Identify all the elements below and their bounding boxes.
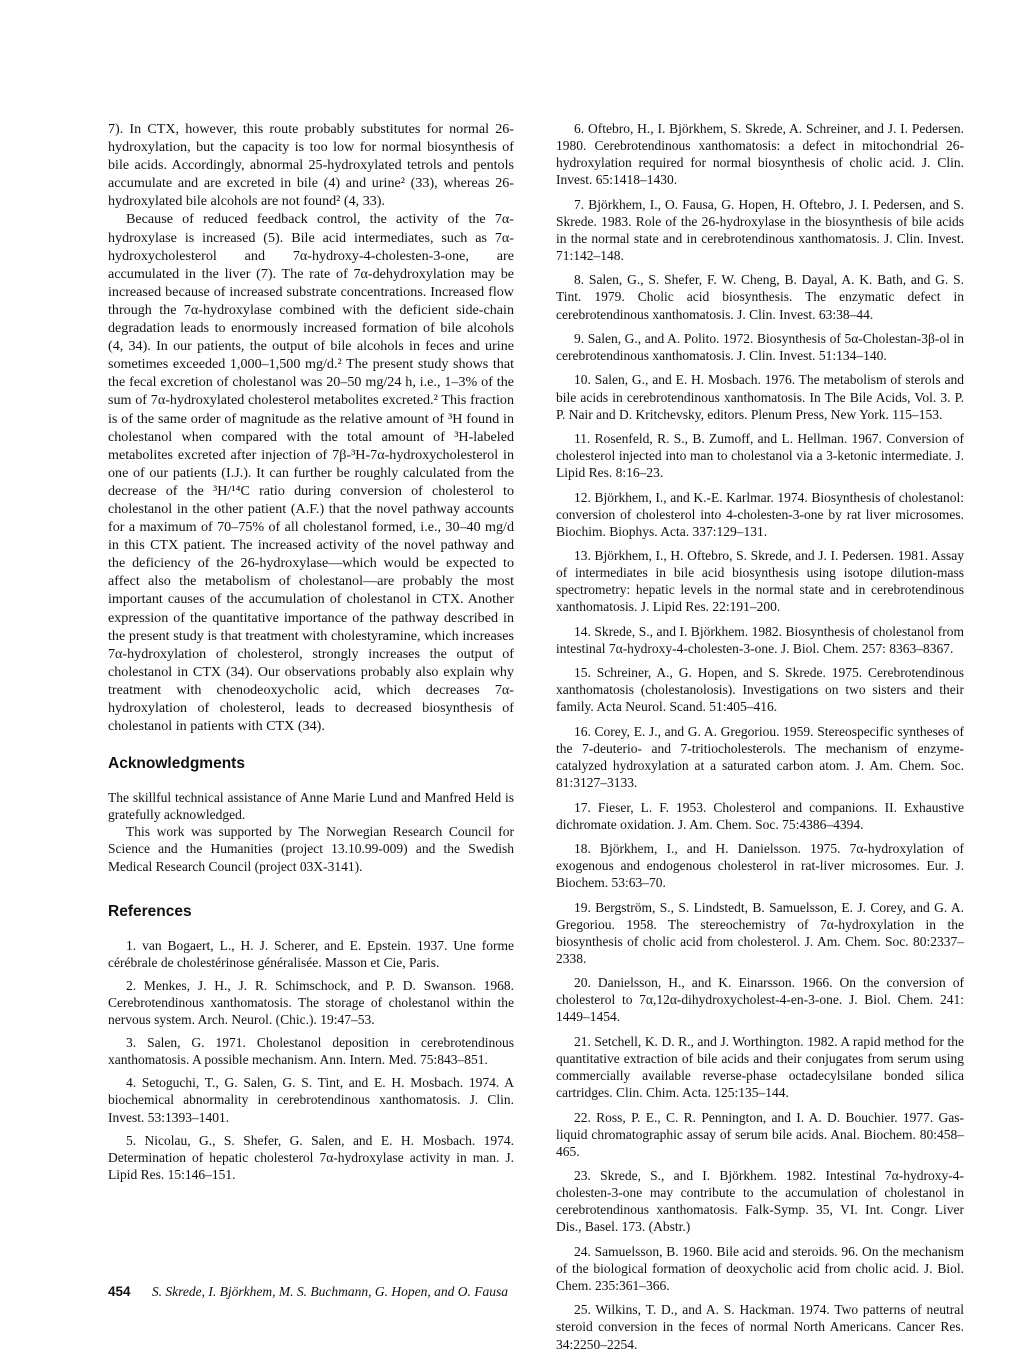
references-heading: References (108, 902, 192, 920)
reference-item: 21. Setchell, K. D. R., and J. Worthington. 1982. A rapid method for the quantitative extraction of bile acids and their conjugates from serum using commercially available reverse-phase octadecylsilane bonded silica cartridges. Clin. Chim. Acta. 125:135–144. (556, 1033, 964, 1101)
reference-item: 1. van Bogaert, L., H. J. Scherer, and E. Epstein. 1937. Une forme cérébrale de cholestérinose généralisée. Masson et Cie, Paris. (108, 937, 514, 970)
reference-item: 5. Nicolau, G., S. Shefer, G. Salen, and E. H. Mosbach. 1974. Determination of hepatic cholesterol 7α-hydroxylase activity in man. J. Lipid Res. 15:146–151. (108, 1132, 514, 1182)
reference-item: 14. Skrede, S., and I. Björkhem. 1982. Biosynthesis of cholestanol from intestinal 7α-hydroxy-4-cholesten-3-one. J. Biol. Chem. 257: 8363–8367. (556, 623, 964, 656)
running-authors: S. Skrede, I. Björkhem, M. S. Buchmann, G. Hopen, and O. Fausa (151, 1284, 508, 1299)
body-paragraph: 7). In CTX, however, this route probably substitutes for normal 26-hydroxylation, but the capacity is too low for normal biosynthesis of bile acids. Accordingly, abnormal 25-hydroxylated tetrols and pentols accumulate and are excreted in bile (4) and urine² (33), whereas 26-hydroxylated bile alcohols are not found² (4, 33). (108, 121, 514, 210)
reference-item: 19. Bergström, S., S. Lindstedt, B. Samuelsson, E. J. Corey, and G. A. Gregoriou. 1958. The stereochemistry of 7α-hydroxylation in the biosynthesis of cholic acid from cholesterol. J. Am. Chem. Soc. 80:2337–2338. (556, 899, 964, 966)
reference-item: 25. Wilkins, T. D., and A. S. Hackman. 1974. Two patterns of neutral steroid conversion in the feces of normal North Americans. Cancer Res. 34:2250–2254. (556, 1302, 964, 1352)
reference-item: 17. Fieser, L. F. 1953. Cholesterol and companions. II. Exhaustive dichromate oxidation. J. Am. Chem. Soc. 75:4386–4394. (556, 799, 964, 832)
reference-item: 12. Björkhem, I., and K.-E. Karlmar. 1974. Biosynthesis of cholestanol: conversion of cholesterol into 4-cholesten-3-one by rat liver microsomes. Biochim. Biophys. Acta. 337:129–131. (556, 489, 964, 539)
reference-item: 13. Björkhem, I., H. Oftebro, S. Skrede, and J. I. Pedersen. 1981. Assay of intermediates in bile acid biosynthesis using isotope dilution-mass spectrometry: hepatic levels in the normal state and in cerebrotendinous xanthomatosis. J. Lipid Res. 22:191–200. (556, 548, 964, 615)
reference-item: 3. Salen, G. 1971. Cholestanol deposition in cerebrotendinous xanthomatosis. A possible mechanism. Ann. Intern. Med. 75:843–851. (108, 1035, 514, 1068)
reference-item: 16. Corey, E. J., and G. A. Gregoriou. 1959. Stereospecific syntheses of the 7-deuterio- and 7-tritiocholesterols. The mechanism of enzyme-catalyzed hydroxylation at a saturated carbon atom. J. Am. Chem. Soc. 81:3127–3133. (556, 723, 964, 791)
page-number: 454 (108, 1284, 131, 1299)
reference-item: 15. Schreiner, A., G. Hopen, and S. Skrede. 1975. Cerebrotendinous xanthomatosis (cholestanolosis). Investigations on two sisters and their family. Acta Neurol. Scand. 51:405–416. (556, 665, 964, 715)
acknowledgments-heading: Acknowledgments (108, 755, 245, 773)
reference-item: 18. Björkhem, I., and H. Danielsson. 1975. 7α-hydroxylation of exogenous and endogenous cholesterol in rat-liver microsomes. Eur. J. Biochem. 53:63–70. (556, 841, 964, 891)
reference-item: 7. Björkhem, I., O. Fausa, G. Hopen, H. Oftebro, J. I. Pedersen, and S. Skrede. 1983. Role of the 26-hydroxylase in the biosynthesis of bile acids in the normal state and in cerebrotendinous xanthomatosis. J. Clin. Invest. 71:142–148. (556, 196, 964, 263)
acknowledgments-paragraph: This work was supported by The Norwegian Research Council for Science and the Humanities (project 13.10.99-009) and the Swedish Medical Research Council (project 03X-3141). (108, 824, 514, 874)
acknowledgments-paragraph: The skillful technical assistance of Anne Marie Lund and Manfred Held is gratefully acknowledged. (108, 790, 514, 823)
reference-item: 2. Menkes, J. H., J. R. Schimschock, and P. D. Swanson. 1968. Cerebrotendinous xanthomatosis. The storage of cholestanol within the nervous system. Arch. Neurol. (Chic.). 19:47–53. (108, 977, 514, 1028)
page-footer (108, 1284, 508, 1300)
reference-item: 4. Setoguchi, T., G. Salen, G. S. Tint, and E. H. Mosbach. 1974. A biochemical abnormality in cerebrotendinous xanthomatosis. J. Clin. Invest. 53:1393–1401. (108, 1075, 514, 1125)
reference-item: 22. Ross, P. E., C. R. Pennington, and I. A. D. Bouchier. 1977. Gas-liquid chromatographic assay of serum bile acids. Anal. Biochem. 80:458–465. (556, 1109, 964, 1159)
reference-item: 9. Salen, G., and A. Polito. 1972. Biosynthesis of 5α-Cholestan-3β-ol in cerebrotendinous xanthomatosis. J. Clin. Invest. 51:134–140. (556, 330, 964, 364)
reference-item: 8. Salen, G., S. Shefer, F. W. Cheng, B. Dayal, A. K. Bath, and G. S. Tint. 1979. Cholic acid biosynthesis. The enzymatic defect in cerebrotendinous xanthomatosis. J. Clin. Invest. 63:38–44. (556, 272, 964, 322)
reference-item: 6. Oftebro, H., I. Björkhem, S. Skrede, A. Schreiner, and J. I. Pedersen. 1980. Cerebrotendinous xanthomatosis: a defect in mitochondrial 26-hydroxylation required for normal biosynthesis of cholic acid. J. Clin. Invest. 65:1418–1430. (556, 121, 964, 188)
reference-item: 24. Samuelsson, B. 1960. Bile acid and steroids. 96. On the mechanism of the biological formation of deoxycholic acid from cholic acid. J. Biol. Chem. 235:361–366. (556, 1243, 964, 1293)
reference-item: 20. Danielsson, H., and K. Einarsson. 1966. On the conversion of cholesterol to 7α,12α-dihydroxycholest-4-en-3-one. J. Biol. Chem. 241: 1449–1454. (556, 975, 964, 1025)
reference-item: 11. Rosenfeld, R. S., B. Zumoff, and L. Hellman. 1967. Conversion of cholesterol injected into man to cholestanol via a 3-ketonic intermediate. J. Lipid Res. 8:16–23. (556, 430, 964, 481)
body-paragraph: Because of reduced feedback control, the activity of the 7α-hydroxylase is increased (5). Bile acid intermediates, such as 7α-hydroxycholesterol and 7α-hydroxy-4-cholesten-3-one, are accumulated in the liver (7). The rate of 7α-dehydroxylation may be increased because of increased substrate concentrations. Increased flow through the 7α-hydroxylase combined with the deficient side-chain degradation leads to enormously increased formation of bile alcohols (4, 34). In our patients, the output of bile alcohols in feces and urine sometimes exceeded 1,000–1,500 mg/d.² The present study shows that the fecal excretion of cholestanol was 20–50 mg/24 h, i.e., 1–3% of the sum of 7α-hydroxylated cholesterol metabolites excreted.² This fraction is of the same order of magnitude as the relative amount of ³H found in cholestanol when compared with the total amount of ³H-labeled metabolites excreted after injection of 7β-³H-7α-hydroxycholesterol in one of our patients (I.J.). It can further be roughly calculated from the decrease of the ³H/¹⁴C ratio during conversion of cholesterol to cholestanol in the other patient (A.F.) that the novel pathway accounts for a maximum of 70–75% of all cholestanol formed, i.e., 30–40 mg/d in this CTX patient. The increased activity of the novel pathway and the deficiency of the 26-hydroxylase—which would be expected to affect also the metabolism of cholestanol—are probably the most important causes of the accumulation of cholestanol in CTX. Another expression of the quantitative importance of the pathway described in the present study is that treatment with cholestyramine, which increases 7α-hydroxylation of cholesterol, strongly increases the output of cholestanol in CTX (34). Our observations probably also explain why treatment with chenodeoxycholic acid, which decreases 7α-hydroxylation of cholesterol, leads to decreased biosynthesis of cholestanol in patients with CTX (34). (108, 211, 514, 735)
left-column (108, 120, 514, 1189)
right-column (556, 120, 964, 1360)
reference-item: 23. Skrede, S., and I. Björkhem. 1982. Intestinal 7α-hydroxy-4-cholesten-3-one may contribute to the accumulation of cholestanol in cerebrotendinous xanthomatosis. Falk-Symp. 35, VI. Int. Congr. Liver Dis., Basel. 173. (Abstr.) (556, 1168, 964, 1235)
reference-item: 10. Salen, G., and E. H. Mosbach. 1976. The metabolism of sterols and bile acids in cerebrotendinous xanthomatosis. In The Bile Acids, Vol. 3. P. P. Nair and D. Kritchevsky, editors. Plenum Press, New York. 115–153. (556, 372, 964, 422)
